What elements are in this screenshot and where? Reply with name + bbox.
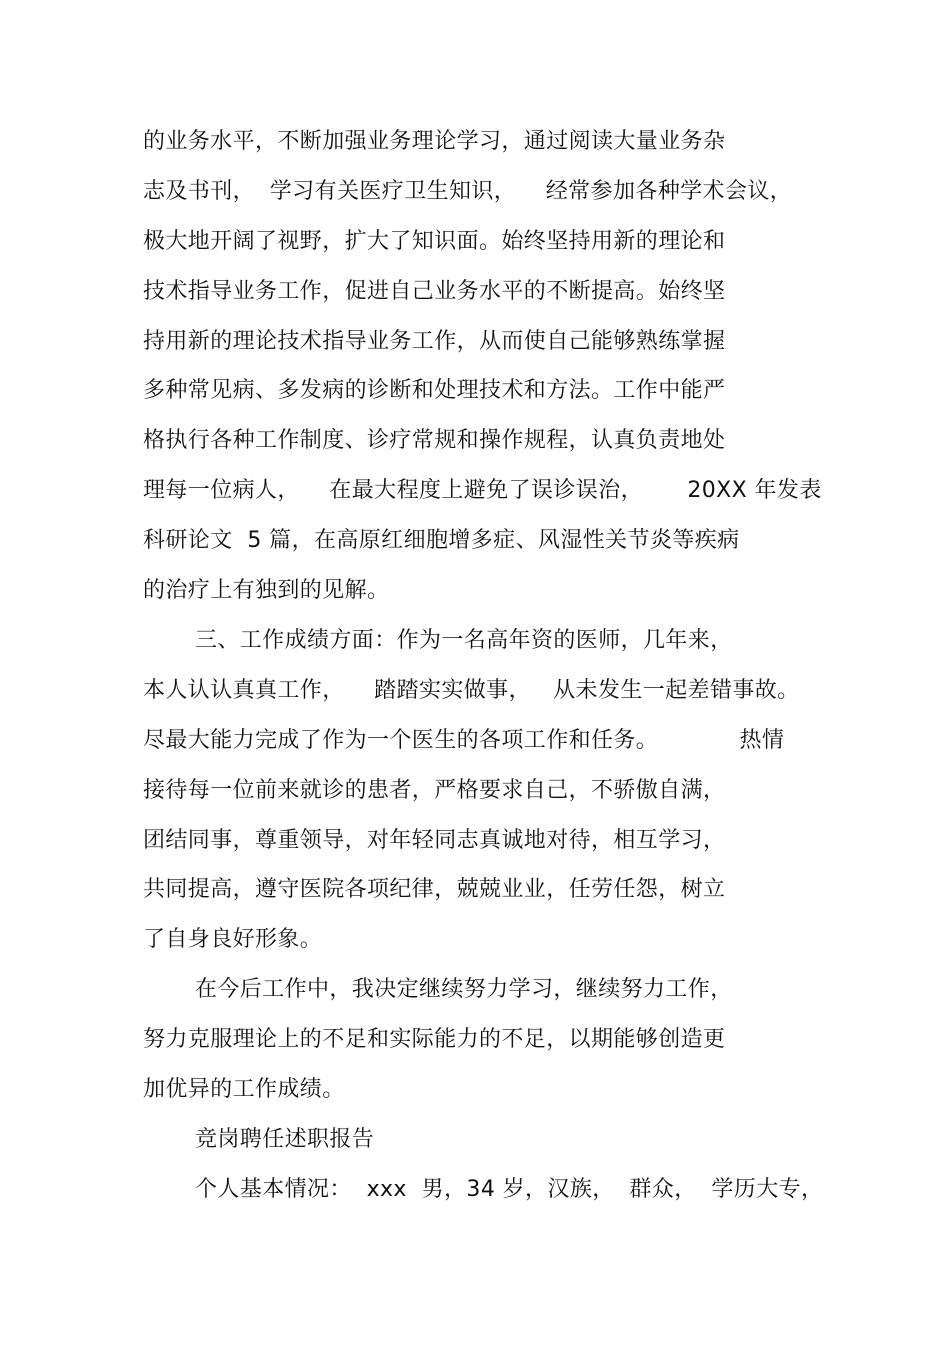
section-heading: 竞岗聘任述职报告	[195, 1127, 375, 1152]
text-line: 极大地开阔了视野，扩大了知识面。始终坚持用新的理论和	[143, 229, 726, 254]
paragraph-start-line: 三、工作成绩方面：作为一名高年资的医师，几年来，	[195, 628, 733, 653]
text-line: 共同提高，遵守医院各项纪律，兢兢业业，任劳任怨，树立	[143, 877, 726, 902]
text-line: 团结同事，尊重领导，对年轻同志真诚地对待，相互学习，	[143, 828, 726, 853]
text-line: 技术指导业务工作，促进自己业务水平的不断提高。始终坚	[143, 279, 726, 304]
text-line: 持用新的理论技术指导业务工作，从而使自己能够熟练掌握	[143, 329, 726, 354]
text-line: 的业务水平，不断加强业务理论学习，通过阅读大量业务杂	[143, 129, 726, 154]
text-line: 本人认认真真工作， 踏踏实实做事， 从未发生一起差错事故。	[143, 678, 800, 703]
text-line: 努力克服理论上的不足和实际能力的不足，以期能够创造更	[143, 1027, 726, 1052]
paragraph-start-line: 个人基本情况： xxx 男，34 岁，汉族， 群众， 学历大专，	[195, 1177, 824, 1202]
text-line: 多种常见病、多发病的诊断和处理技术和方法。工作中能严	[143, 378, 726, 403]
text-line: 尽最大能力完成了作为一个医生的各项工作和任务。 热情	[143, 728, 785, 753]
text-line: 接待每一位前来就诊的患者，严格要求自己，不骄傲自满，	[143, 778, 726, 803]
text-line: 科研论文 5 篇，在高原红细胞增多症、风湿性关节炎等疾病	[143, 528, 740, 553]
paragraph-start-line: 在今后工作中，我决定继续努力学习，继续努力工作，	[195, 977, 733, 1002]
text-line: 加优异的工作成绩。	[143, 1077, 345, 1102]
text-line: 了自身良好形象。	[143, 927, 323, 952]
text-line: 格执行各种工作制度、诊疗常规和操作规程，认真负责地处	[143, 428, 726, 453]
text-line: 的治疗上有独到的见解。	[143, 578, 390, 603]
text-line: 理每一位病人， 在最大程度上避免了误诊误治， 20XX 年发表	[143, 478, 822, 503]
text-line: 志及书刊， 学习有关医疗卫生知识， 经常参加各种学术会议，	[143, 179, 793, 204]
